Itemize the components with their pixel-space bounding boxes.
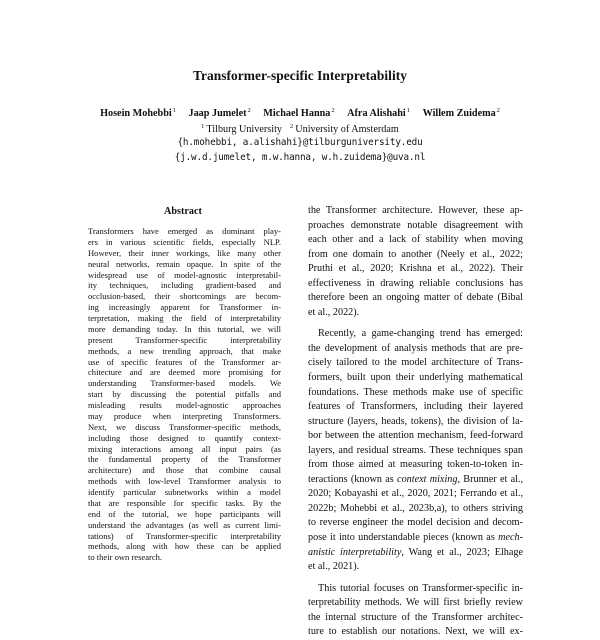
text-line: proaches demonstrate notable disagreement with [308, 219, 523, 231]
text-line: ture to establish our notations. Next, we will ex- [308, 626, 523, 638]
text-line: to reverse engineer the model decision and decom- [308, 517, 523, 529]
term-mechanistic-2: anistic interpretability [308, 546, 402, 558]
text-line: teractions (known as context mixing, Brunner et al., [308, 473, 524, 485]
abstract-line: understand the advantages (as well as current limi- [88, 519, 281, 530]
affiliations [0, 123, 600, 135]
abstract-line: misleading results model-agnostic approaches [88, 400, 281, 410]
affil-2-name: University of Amsterdam [295, 124, 399, 135]
term-mechanistic-1: mech- [498, 532, 523, 544]
abstract-body [88, 226, 281, 563]
author-5: Willem Zuidema$^2$ [422, 107, 500, 119]
text-line: formers, built upon their underlying mathematical [308, 372, 523, 384]
abstract-line: neural networks, remain opaque. In spite of the [88, 258, 281, 269]
text-line: from those aimed at measuring token-to-token in- [308, 459, 523, 471]
abstract-line: methods with low-level Transformer analysis to [88, 476, 281, 487]
abstract-line: that are responsible for specific tasks. By the [88, 497, 281, 508]
text-line: 2020; Kobayashi et al., 2020, 2021; Ferrando et al., [308, 488, 523, 500]
text-line: therefore been an ongoing matter of debate (Bibal [308, 292, 523, 304]
text-line: effectiveness in drawing reliable conclusions has [308, 277, 523, 289]
email-line-1: {h.mohebbi, a.alishahi}@tilburguniversity.edu [177, 137, 423, 148]
abstract-line: occlusion-based, their shortcomings are becom- [88, 291, 281, 302]
abstract-line: widespread use of model-agnostic interpretabil- [88, 269, 281, 280]
text-line: structure (layers, heads, tokens), the division of la- [308, 415, 523, 427]
abstract-line: ing increasingly apparent for Transformer in- [88, 302, 281, 313]
text-line: This tutorial focuses on Transformer-specific in- [318, 582, 523, 594]
abstract-line: present Transformer-specific interpretability [88, 334, 281, 345]
abstract-line: architecture) and those that combine causal [88, 465, 281, 476]
abstract-line: more demanding today. In this tutorial, we will [88, 323, 281, 334]
abstract-line: However, their inner workings, like many other [88, 247, 281, 258]
text-line: features of Transformers, including their layered [308, 401, 523, 413]
text-line: bor between the attention mechanism, feed-forward [308, 430, 523, 442]
author-3: Michael Hanna$^2$ [263, 107, 335, 119]
abstract-line: understanding Transformer-based models. We [88, 378, 281, 389]
author-list [0, 107, 600, 119]
abstract-line: terpretation, making the field of interpretability [88, 313, 281, 323]
abstract-line: the fundamental property of the Transformer [88, 454, 281, 465]
text-line: Pruthi et al., 2020; Krishna et al., 2022). Their [308, 263, 523, 275]
abstract-line: methods, along with how these can be applied [88, 541, 281, 552]
email-line-2: {j.w.d.jumelet, m.w.hanna, w.h.zuidema}@uva.nl [174, 152, 426, 163]
affil-2-mark: 2 [290, 123, 294, 130]
abstract-line: identify particular subnetworks within a model [88, 487, 281, 497]
text-line: each other and a lack of stability when moving [308, 234, 523, 246]
affil-1-name: Tilburg University [206, 124, 282, 135]
text-line: terpretability methods. We will first briefly review [308, 597, 523, 609]
paragraph-1 [308, 204, 523, 320]
abstract-line: mixing interactions among all input pairs (as [88, 443, 281, 454]
abstract-line: start by discussing the potential pitfalls and [88, 389, 281, 400]
abstract-heading: Abstract [164, 206, 202, 217]
text-line: cisely tailored to the model architecture of Trans- [308, 357, 523, 369]
abstract-line: Next, we discuss Transformer-specific methods, [88, 421, 281, 432]
affil-1-mark: 1 [201, 123, 205, 130]
paragraph-2 [308, 327, 523, 574]
abstract-line: end of the tutorial, we hope participants will [88, 508, 281, 519]
paper-title: Transformer-specific Interpretability [193, 68, 407, 83]
right-column-body [308, 204, 523, 640]
abstract-line: Transformers have emerged as dominant play- [88, 226, 281, 236]
text-line: the internal structure of the Transformer architec- [308, 611, 523, 623]
abstract-line: use of specific features of the Transformer ar- [88, 356, 281, 367]
abstract-line: including those designed to quantify context- [88, 432, 281, 443]
author-2: Jaap Jumelet$^2$ [188, 107, 251, 119]
text-line: et al., 2021). [308, 561, 360, 573]
term-context-mixing: context mixing [397, 473, 458, 485]
abstract-line: tations) of Transformer-specific interpretability [88, 530, 281, 541]
text-line: 2022b; Mohebbi et al., 2023b,a), to others striving [308, 502, 523, 514]
text-line: Recently, a game-changing trend has emerged: [318, 328, 523, 340]
text-line: anistic interpretability, Wang et al., 2023; Elhage [308, 546, 523, 558]
abstract-line: methods, a new trending approach, that make [88, 345, 281, 356]
abstract-line: to their own research. [88, 552, 163, 563]
paragraph-3 [308, 582, 523, 640]
text-line: et al., 2022). [308, 306, 360, 318]
abstract-line: ers in various scientific fields, especially NLP. [88, 236, 281, 247]
text-line: foundations. These methods make use of specific [308, 386, 523, 398]
abstract-line: chitecture and are deemed more promising for [88, 367, 281, 378]
text-line: the Transformer architecture. However, these ap- [308, 205, 523, 216]
abstract-line: may produce when interpreting Transformers. [88, 410, 281, 421]
author-4: Afra Alishahi$^1$ [347, 107, 411, 119]
text-line: from one domain to another (Neely et al., 2022; [308, 248, 523, 260]
text-line: the development of analysis methods that are pre- [308, 342, 523, 354]
text-line: pose it into understandable pieces (known as mech- [308, 532, 523, 544]
abstract-line: ity techniques, including gradient-based and [88, 280, 281, 291]
author-1: Hosein Mohebbi$^1$ [100, 107, 176, 119]
text-line: layers, and residual streams. These techniques span [308, 444, 523, 456]
